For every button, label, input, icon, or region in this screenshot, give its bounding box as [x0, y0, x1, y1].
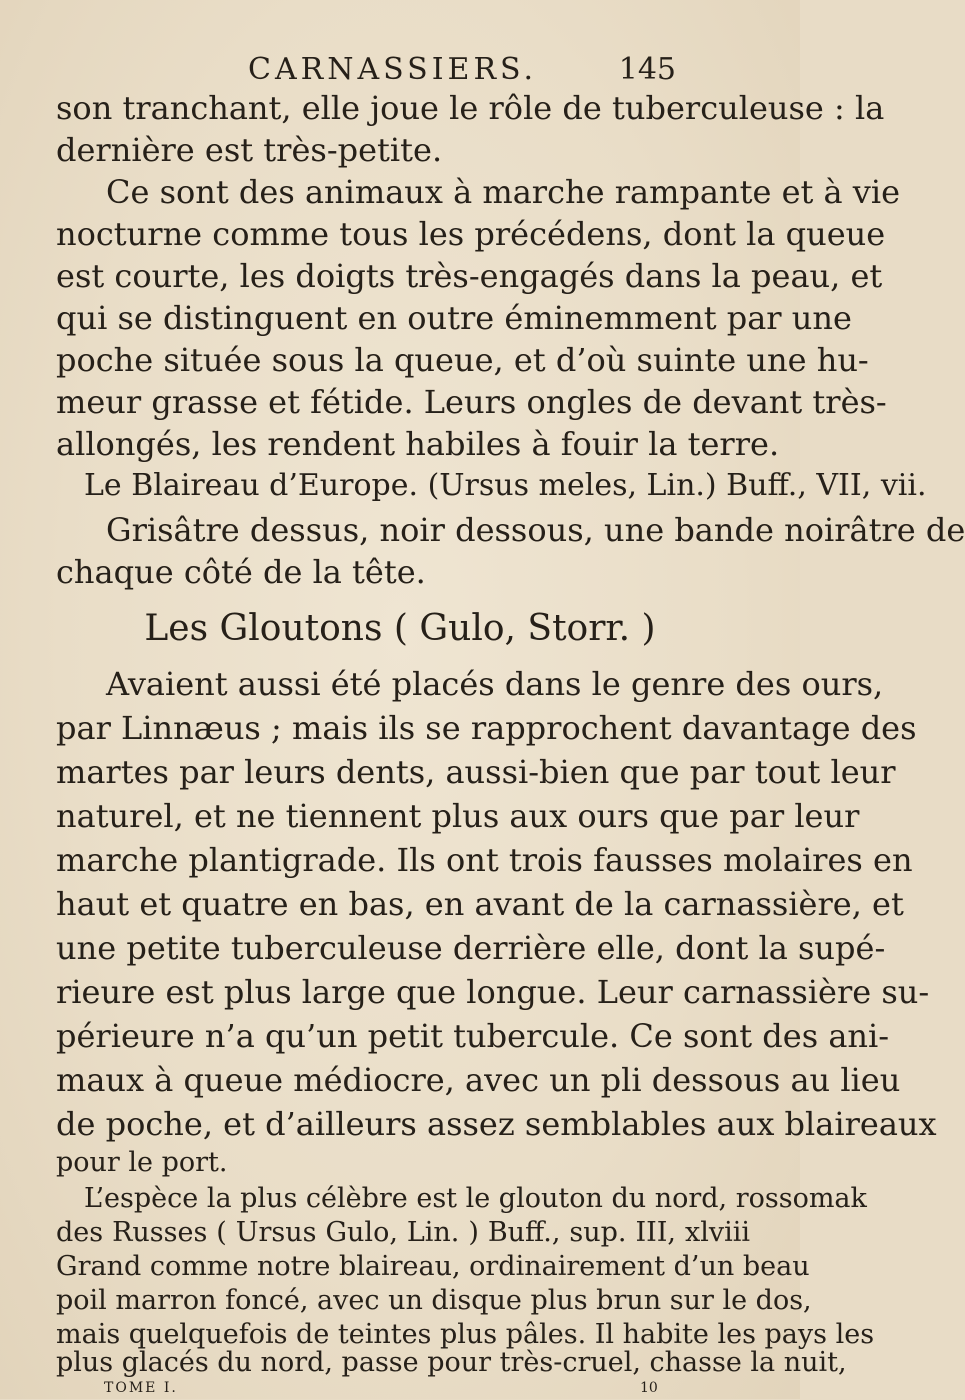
text-line: haut et quatre en bas, en avant de la carnassière, et — [56, 885, 904, 923]
text-line: nocturne comme tous les précédens, dont la queue — [56, 215, 886, 253]
text-line: Grisâtre dessus, noir dessous, une bande noirâtre de — [106, 511, 965, 549]
text-line: martes par leurs dents, aussi-bien que par tout leur — [56, 753, 896, 791]
text-line: mais quelquefois de teintes plus pâles. Il habite les pays les — [56, 1319, 875, 1350]
text-line: allongés, les rendent habiles à fouir la terre. — [56, 425, 780, 463]
text-line: périeure n’a qu’un petit tubercule. Ce sont des ani- — [56, 1017, 890, 1055]
text-line: Ce sont des animaux à marche rampante et à vie — [106, 173, 901, 211]
text-line: est courte, les doigts très-engagés dans la peau, et — [56, 257, 883, 295]
text-line: dernière est très-petite. — [56, 131, 443, 169]
species-entry: Le Blaireau d’Europe. (Ursus meles, Lin.) Buff., VII, vii. — [84, 468, 927, 503]
text-line: Avaient aussi été placés dans le genre des ours, — [106, 665, 884, 703]
text-line: par Linnæus ; mais ils se rapprochent davantage des — [56, 709, 917, 747]
text-line: des Russes ( Ursus Gulo, Lin. ) Buff., sup. III, xlviii — [56, 1217, 750, 1248]
text-line: meur grasse et fétide. Leurs ongles de devant très- — [56, 383, 887, 421]
text-line: maux à queue médiocre, avec un pli dessous au lieu — [56, 1061, 901, 1099]
page-number: 145 — [618, 52, 676, 87]
text-line: rieure est plus large que longue. Leur carnassière su- — [56, 973, 930, 1011]
footer-marks — [0, 1380, 800, 1398]
text-line: poche située sous la queue, et d’où suinte une hu- — [56, 341, 869, 379]
text-line: qui se distinguent en outre éminemment par une — [56, 299, 852, 337]
running-head: CARNASSIERS. — [248, 52, 538, 87]
text-line: plus glacés du nord, passe pour très-cruel, chasse la nuit, — [56, 1347, 847, 1378]
signature-mark-compact: 10 — [640, 1380, 658, 1396]
text-line: Grand comme notre blaireau, ordinairement d’un beau — [56, 1251, 810, 1282]
text-line: naturel, et ne tiennent plus aux ours que par leur — [56, 797, 860, 835]
section-title: Les Gloutons ( Gulo, Storr. ) — [144, 608, 656, 649]
text-line: son tranchant, elle joue le rôle de tuberculeuse : la — [56, 89, 885, 127]
volume-mark-compact: TOME I. — [104, 1380, 178, 1396]
text-line: L’espèce la plus célèbre est le glouton du nord, rossomak — [84, 1183, 867, 1214]
text-line: pour le port. — [56, 1147, 228, 1178]
text-line: marche plantigrade. Ils ont trois fausses molaires en — [56, 841, 913, 879]
text-line: chaque côté de la tête. — [56, 553, 426, 591]
text-line: de poche, et d’ailleurs assez semblables aux blaireaux — [56, 1105, 937, 1143]
text-line: poil marron foncé, avec un disque plus brun sur le dos, — [56, 1285, 812, 1316]
text-line: une petite tuberculeuse derrière elle, dont la supé- — [56, 929, 886, 967]
